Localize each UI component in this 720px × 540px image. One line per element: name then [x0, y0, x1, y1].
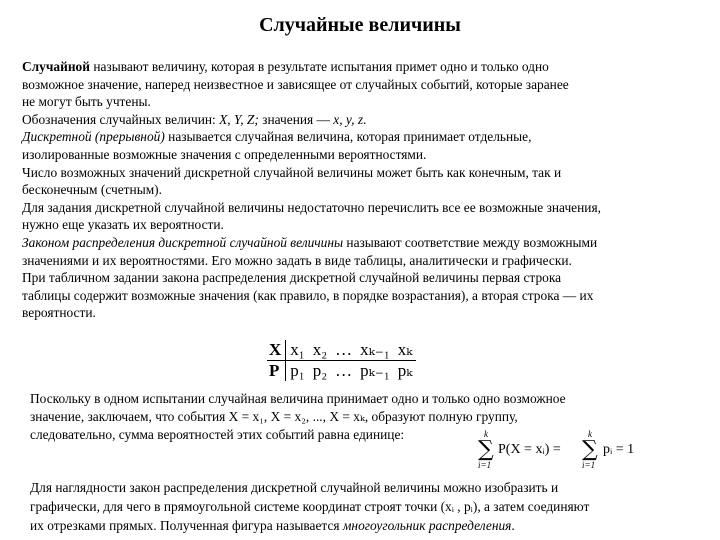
table-cell: X	[267, 340, 286, 361]
table-desc-2: таблицы содержит возможные значения (как правило, в порядке возрастания), а вторая строка — их	[22, 287, 594, 303]
count-line-2: бесконечным (счетным).	[22, 182, 162, 198]
spec-line-2: нужно еще указать их вероятности.	[22, 217, 224, 233]
page-title: Случайные величины	[259, 14, 461, 36]
law-line-2: значениями и их вероятностями. Его можно задать в виде таблицы, аналитически и графически.	[22, 252, 572, 268]
table-desc-1: При табличном задании закона распределения дискретной случайной величины первая строка	[22, 270, 562, 286]
notation-dot: .	[363, 111, 367, 127]
term-law: Законом распределения дискретной случайной величины	[22, 234, 344, 250]
notation-vars: X, Y, Z;	[219, 111, 259, 127]
table-row-values	[267, 340, 416, 361]
graphic-paragraph	[30, 478, 720, 535]
distribution-table	[267, 340, 416, 381]
group-line-2: значение, заключаем, что события X = x₁, X = x₂, ..., X = xₖ, образуют полную группу,	[30, 409, 518, 424]
graphic-line-2: графически, для чего в прямоугольной системе координат строят точки (xᵢ , pᵢ), а затем соединяют	[30, 499, 590, 514]
table-cell: pₖ₋₁	[360, 361, 390, 380]
term-polygon: многоугольник распределения	[342, 518, 512, 533]
notation-text: Обозначения случайных величин:	[22, 111, 220, 127]
table-cell: P	[267, 361, 286, 382]
law-text: называют соответствие между возможными	[343, 234, 598, 250]
graphic-line-1: Для наглядности закон распределения дискретной случайной величины можно изобразить и	[30, 480, 559, 495]
table-cell: …	[335, 361, 353, 380]
table-cell: xₖ	[394, 340, 417, 361]
notation-line	[22, 111, 712, 129]
sum-formula	[476, 428, 666, 470]
intro-line-1	[22, 58, 712, 76]
term-random: Случайной	[22, 59, 90, 74]
discrete-text: называется случайная величина, которая принимает отдельные,	[164, 129, 532, 145]
table-cell: x₁	[286, 340, 309, 361]
intro-text: называют величину, которая в результате испытания примет одно и только одно	[89, 59, 549, 74]
count-line-1: Число возможных значений дискретной случайной величины может быть как конечным, так и	[22, 164, 562, 180]
sum-upper-limit: k	[484, 429, 488, 439]
intro-line-3: не могут быть учтены.	[22, 94, 151, 110]
sum2-lower-limit: i=1	[582, 460, 596, 470]
graphic-dot: .	[511, 518, 515, 533]
group-line-1: Поскольку в одном испытании случайная величина принимает одно и только одно возможное	[30, 391, 566, 406]
group-line-3: следовательно, сумма вероятностей этих событий равна единице:	[30, 427, 405, 442]
intro-paragraph	[22, 58, 712, 322]
spec-line-1: Для задания дискретной случайной величины недостаточно перечислить все ее возможные значения,	[22, 199, 601, 215]
formula-rhs: pᵢ = 1	[603, 442, 635, 457]
table-desc-3: вероятности.	[22, 305, 96, 321]
intro-line-2: возможное значение, наперед неизвестное и зависящее от случайных событий, которые заранее	[22, 76, 569, 92]
notation-text-2: значения —	[258, 111, 334, 127]
table-cell: p₂	[312, 361, 328, 380]
formula-lhs: P(X = xᵢ) =	[498, 442, 561, 457]
notation-values: x, y, z	[333, 111, 364, 127]
table-row-probabilities	[267, 361, 416, 382]
table-cell: …	[331, 340, 356, 361]
sum-lower-limit: i=1	[478, 460, 492, 470]
discrete-line-2: изолированные возможные значения с определенными вероятностями.	[22, 146, 427, 162]
table-cell: x₂	[309, 340, 331, 361]
table-cell: pₖ	[397, 361, 413, 380]
sum2-upper-limit: k	[588, 429, 592, 439]
table-cell: p₁	[290, 361, 305, 380]
sigma-symbol: ∑	[478, 437, 494, 462]
graphic-line-3	[30, 516, 720, 535]
sigma-symbol: ∑	[582, 437, 598, 462]
term-discrete: Дискретной (прерывной)	[22, 129, 165, 145]
graphic-text: их отрезками прямых. Полученная фигура называется	[30, 518, 343, 533]
table-cell: xₖ₋₁	[356, 340, 394, 361]
discrete-line	[22, 128, 712, 146]
law-line-1	[22, 234, 712, 252]
